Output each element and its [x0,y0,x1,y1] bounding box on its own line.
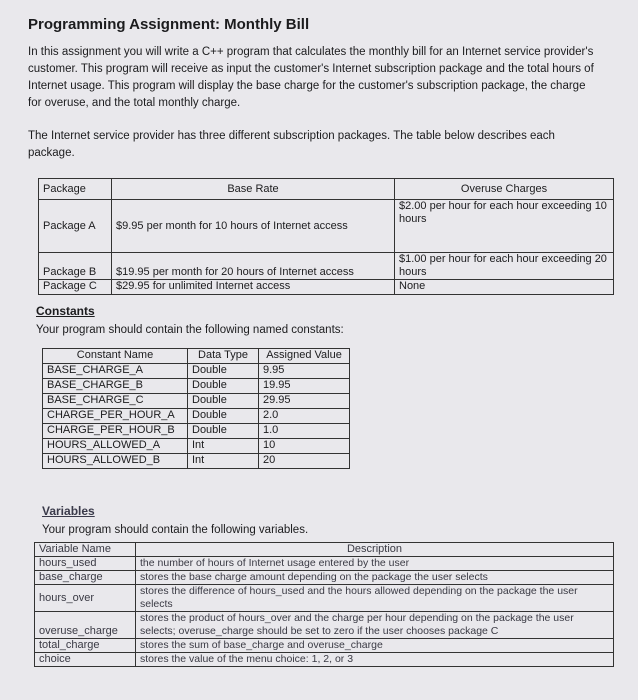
package-overuse: None [395,280,614,295]
table-row [35,612,614,639]
constant-name: BASE_CHARGE_C [43,394,188,409]
table-row [35,585,614,612]
package-name: Package B [39,253,112,280]
table-row [43,379,350,394]
constant-type: Double [188,409,259,424]
constant-value: 1.0 [259,424,350,439]
constants-header-row [43,349,350,364]
variable-name: choice [35,653,136,667]
constants-intro: Your program should contain the following named constants: [36,324,344,336]
table-row [35,653,614,667]
table-row [43,439,350,454]
variable-name-header: Variable Name [35,543,136,557]
package-base-rate: $29.95 for unlimited Internet access [112,280,395,295]
variables-table [34,542,614,667]
packages-intro-paragraph: The Internet service provider has three different subscription packages. The table below describes each package. [28,130,555,159]
packages-table [38,178,614,295]
description-header: Description [136,543,614,557]
constant-name: BASE_CHARGE_B [43,379,188,394]
variables-heading: Variables [42,504,95,518]
page-title: Programming Assignment: Monthly Bill [28,16,310,33]
variable-description: the number of hours of Internet usage entered by the user [136,557,614,571]
data-type-header: Data Type [188,349,259,364]
variable-description: stores the product of hours_over and the charge per hour depending on the package the user selects; overuse_charge should be set to zero if the user chooses package C [136,612,614,639]
variable-name: hours_used [35,557,136,571]
packages-header-row [39,179,614,200]
constant-value: 19.95 [259,379,350,394]
variables-header-row [35,543,614,557]
variable-name: base_charge [35,571,136,585]
table-row [43,394,350,409]
variable-description: stores the sum of base_charge and overuse_charge [136,639,614,653]
constants-heading: Constants [36,304,95,318]
constant-type: Double [188,364,259,379]
constant-value: 9.95 [259,364,350,379]
constant-value: 10 [259,439,350,454]
table-row [43,364,350,379]
package-overuse: $2.00 per hour for each hour exceeding 10 hours [395,200,614,253]
constant-type: Double [188,424,259,439]
package-base-rate: $9.95 per month for 10 hours of Internet access [112,200,395,253]
variables-intro: Your program should contain the following variables. [42,524,309,536]
table-row [39,280,614,295]
base-rate-header: Base Rate [112,179,395,200]
constant-type: Double [188,379,259,394]
variable-name: hours_over [35,585,136,612]
package-overuse: $1.00 per hour for each hour exceeding 20 hours [395,253,614,280]
constant-name: CHARGE_PER_HOUR_B [43,424,188,439]
constant-value: 29.95 [259,394,350,409]
constant-name-header: Constant Name [43,349,188,364]
constant-type: Int [188,454,259,469]
constant-value: 2.0 [259,409,350,424]
table-row [43,409,350,424]
constant-value: 20 [259,454,350,469]
intro-paragraph: In this assignment you will write a C++ program that calculates the monthly bill for an Internet service provider's customer. This program will receive as input the customer's Internet subscription package and the total hours of Internet usage. This program will display the base charge for the customer's subscription package, the charge for overuse, and the total monthly charge. [28,46,594,109]
table-row [39,253,614,280]
variable-description: stores the value of the menu choice: 1, 2, or 3 [136,653,614,667]
constant-name: HOURS_ALLOWED_A [43,439,188,454]
overuse-header: Overuse Charges [395,179,614,200]
table-row [43,424,350,439]
constant-type: Int [188,439,259,454]
table-row [43,454,350,469]
table-row [39,200,614,253]
variable-description: stores the difference of hours_used and the hours allowed depending on the package the user selects [136,585,614,612]
constants-table [42,348,350,469]
package-name: Package A [39,200,112,253]
table-row [35,639,614,653]
variable-description: stores the base charge amount depending on the package the user selects [136,571,614,585]
assigned-value-header: Assigned Value [259,349,350,364]
variable-name: total_charge [35,639,136,653]
constant-type: Double [188,394,259,409]
constant-name: BASE_CHARGE_A [43,364,188,379]
constant-name: HOURS_ALLOWED_B [43,454,188,469]
package-name: Package C [39,280,112,295]
table-row [35,571,614,585]
variable-name: overuse_charge [35,612,136,639]
constant-name: CHARGE_PER_HOUR_A [43,409,188,424]
package-header: Package [39,179,112,200]
package-base-rate: $19.95 per month for 20 hours of Internet access [112,253,395,280]
table-row [35,557,614,571]
